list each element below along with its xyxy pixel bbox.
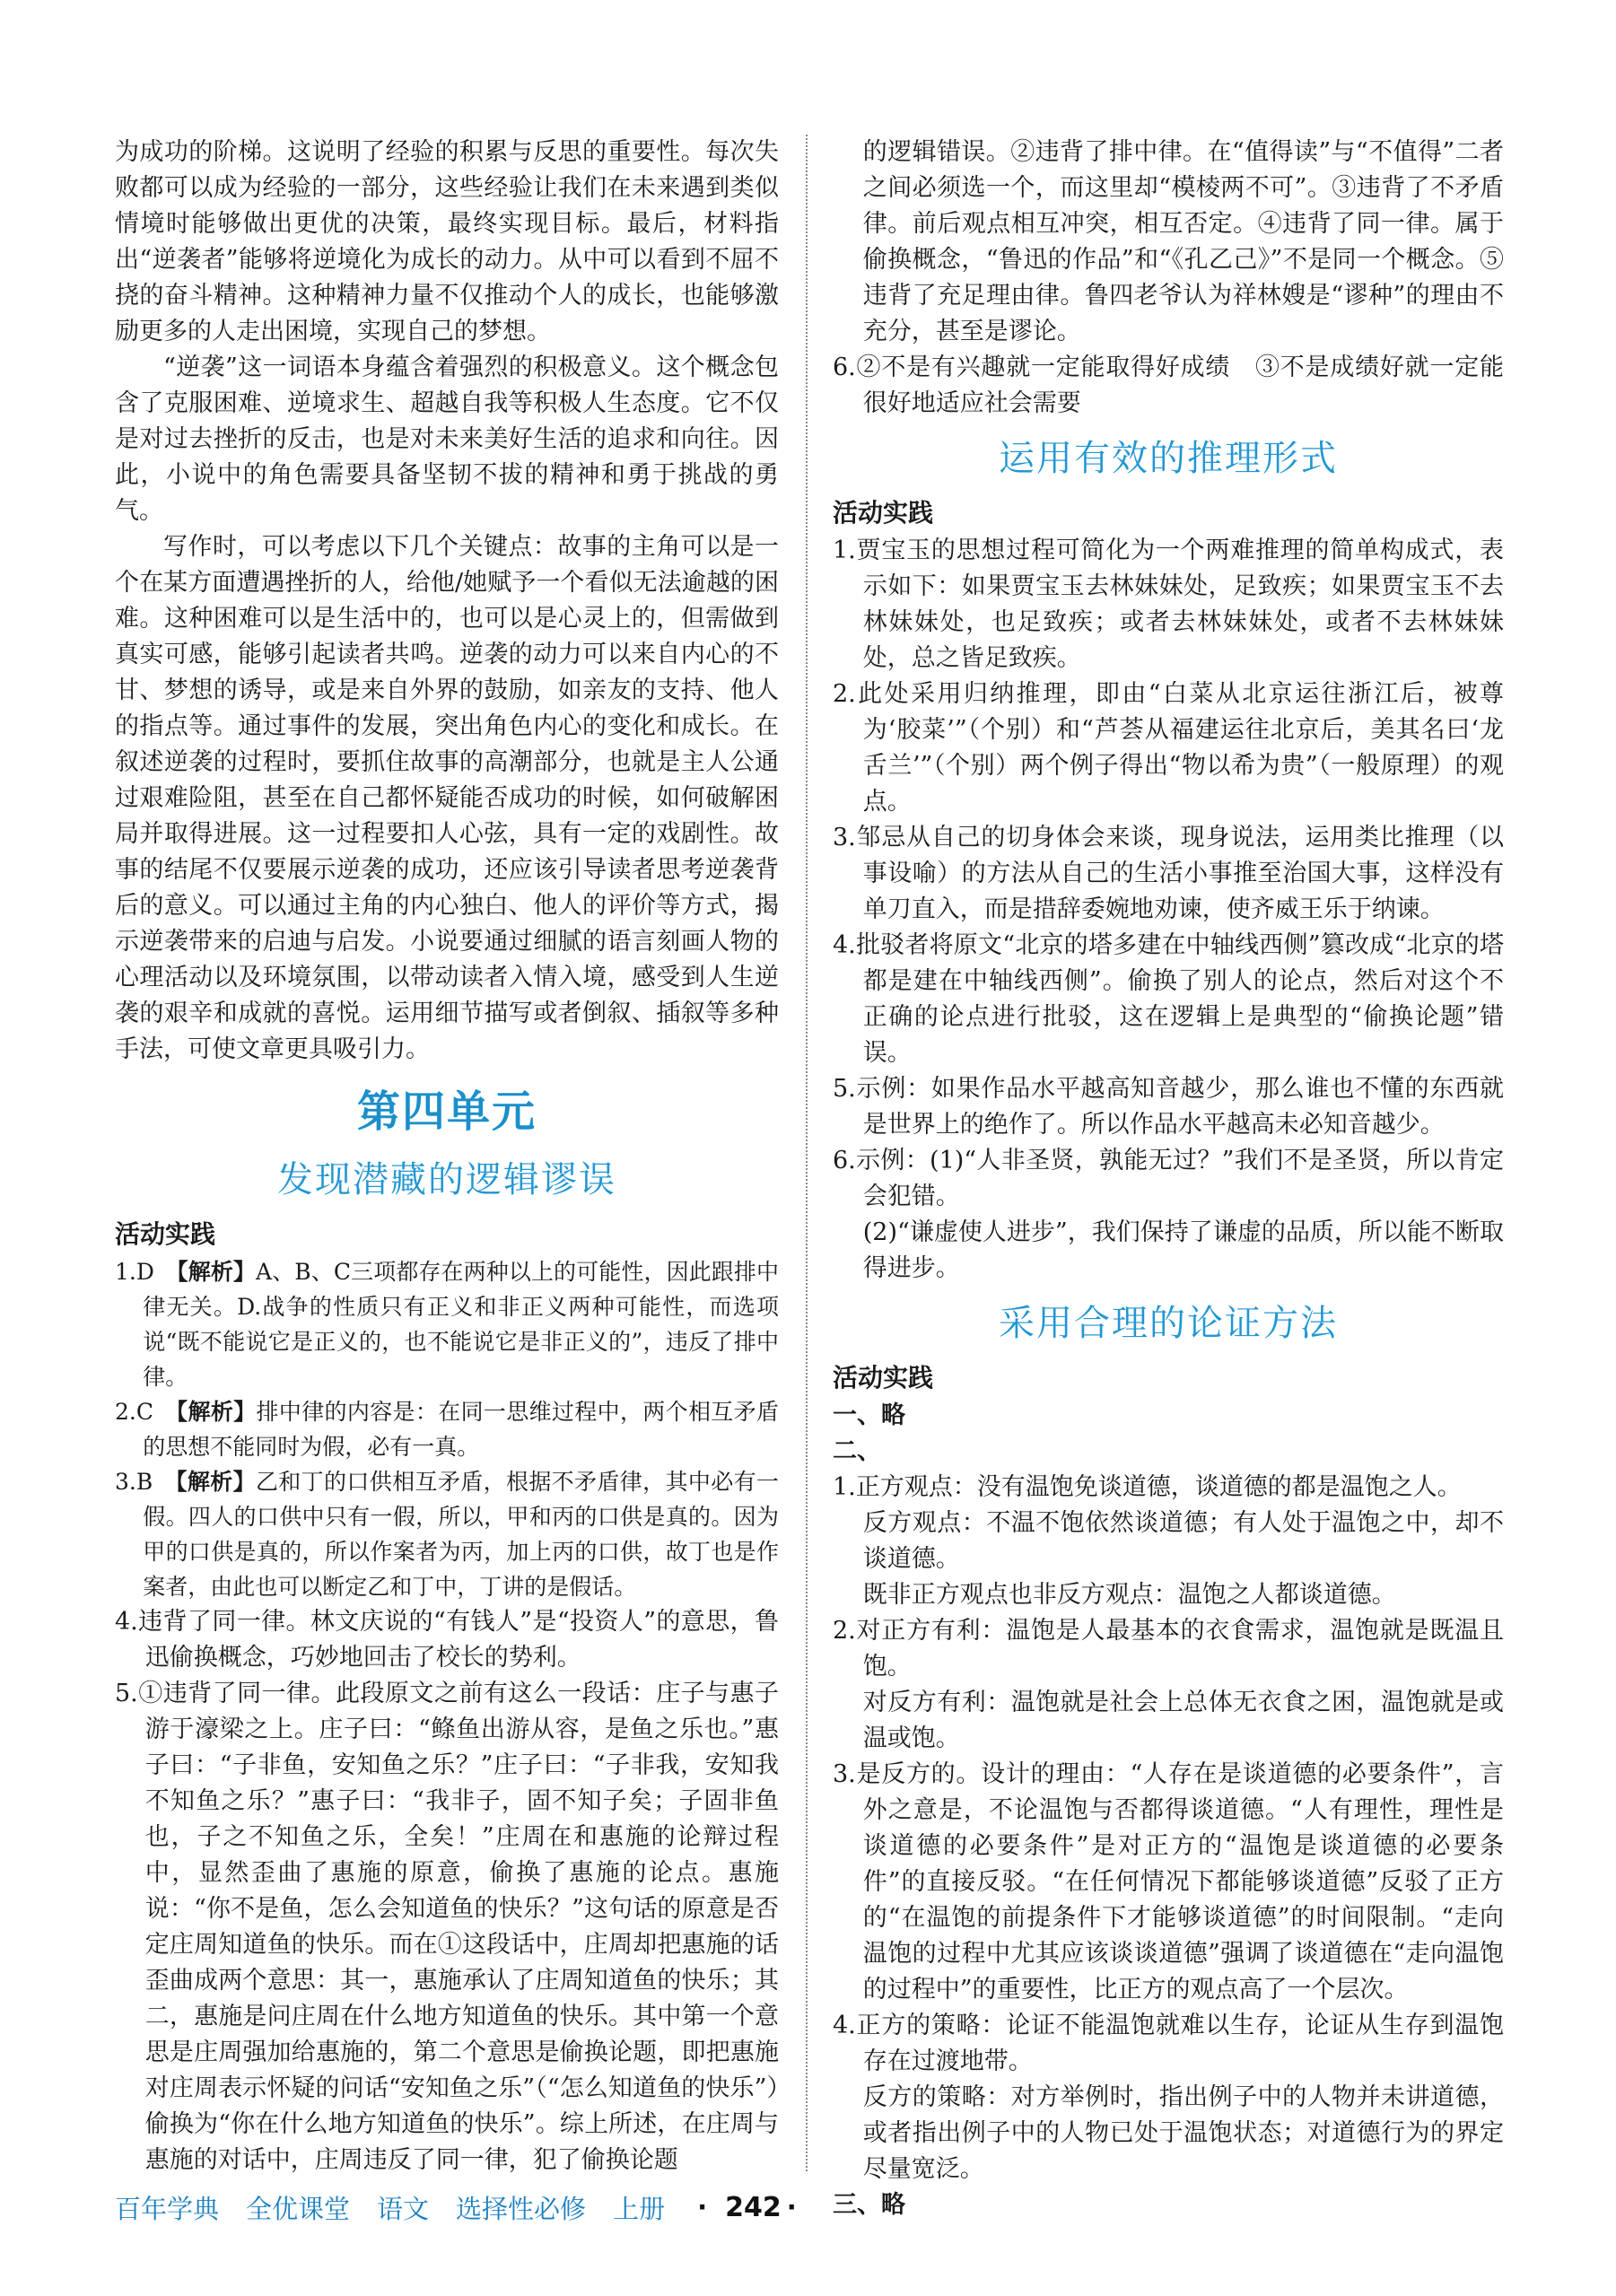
column-divider bbox=[806, 135, 808, 2171]
footer-dot-right: · bbox=[786, 2192, 797, 2222]
part-three: 三、略 bbox=[833, 2191, 905, 2219]
answer-num: 3.B bbox=[115, 1469, 153, 1495]
answer-item-3 bbox=[115, 1464, 779, 1604]
argument-item-3: 3.是反方的。设计的理由：“人存在是谈道德的必要条件”，言外之意是，不论温饱与否都得谈道德。“人有理性，理性是谈道德的必要条件”是对正方的“温饱是谈道德的必要条件”的直接反驳。“在任何情况下都能够谈道德”反驳了正方的“在温饱的前提条件下才能够谈道德”的时间限制。“走向温饱的过程中尤其应该谈谈道德”强调了谈道德在“走向温饱的过程中”的重要性，比正方的观点高了一个层次。 bbox=[833, 1760, 1504, 2004]
argument-item-2-opposing: 对反方有利：温饱就是社会上总体无衣食之困，温饱就是或温或饱。 bbox=[862, 1689, 1504, 1752]
reasoning-item-6: 6.示例：(1)“人非圣贤，孰能无过？”我们不是圣贤，所以肯定会犯错。 bbox=[833, 1147, 1504, 1210]
argument-item-2: 2.对正方有利：温饱是人最基本的衣食需求，温饱就是既温且饱。 bbox=[833, 1617, 1504, 1681]
answer-text: A、B、C三项都存在两种以上的可能性，因此跟排中律无关。D.战争的性质只有正义和非正义两种可能性，而选项说“既不能说它是正义的，也不能说它是非正义的”，违反了排中律。 bbox=[143, 1259, 779, 1390]
footer-course: 选择性必修 bbox=[456, 2193, 587, 2224]
answer-item-2 bbox=[115, 1394, 779, 1464]
analysis-tag: 【解析】 bbox=[177, 1259, 257, 1285]
page-footer bbox=[115, 2187, 922, 2227]
activity-heading: 活动实践 bbox=[833, 1363, 934, 1392]
section-title-logical-fallacies: 发现潜藏的逻辑谬误 bbox=[277, 1159, 616, 1200]
essay-paragraph-3: 写作时，可以考虑以下几个关键点：故事的主角可以是一个在某方面遭遇挫折的人，给他/她赋予一个看似无法逾越的困难。这种困难可以是生活中的，也可以是心灵上的，但需做到真实可感，能够引起读者共鸣。逆袭的动力可以来自内心的不甘、梦想的诱导，或是来自外界的鼓励，如亲友的支持、他人的指点等。通过事件的发展，突出角色内心的变化和成长。在叙述逆袭的过程时，要抓住故事的高潮部分，也就是主人公通过艰难险阻，甚至在自己都怀疑能否成功的时候，如何破解困局并取得进展。这一过程要扣人心弦，具有一定的戏剧性。故事的结尾不仅要展示逆袭的成功，还应该引导读者思考逆袭背后的意义。可以通过主角的内心独白、他人的评价等方式，揭示逆袭带来的启迪与启发。小说要通过细腻的语言刻画人物的心理活动以及环境氛围，以带动读者入情入境，感受到人生逆袭的艰辛和成就的喜悦。运用细节描写或者倒叙、插叙等多种手法，可使文章更具吸引力。 bbox=[115, 533, 779, 1063]
essay-paragraph-2: “逆袭”这一词语本身蕴含着强烈的积极意义。这个概念包含了克服困难、逆境求生、超越自我等积极人生态度。它不仅是对过去挫折的反击，也是对未来美好生活的追求和向往。因此，小说中的角色需要具备坚韧不拔的精神和勇于挑战的勇气。 bbox=[115, 354, 779, 525]
answer-item-1 bbox=[115, 1254, 779, 1394]
footer-dot-left: · bbox=[697, 2192, 708, 2222]
unit-title: 第四单元 bbox=[356, 1087, 537, 1137]
reasoning-item-6-continued: (2)“谦虚使人进步”，我们保持了谦虚的品质，所以能不断取得进步。 bbox=[862, 1218, 1504, 1282]
answer-text: 乙和丁的口供相互矛盾，根据不矛盾律，其中必有一假。四人的口供中只有一假，所以，甲和丙的口供是真的。因为甲的口供是真的，所以作案者为丙，加上丙的口供，故丁也是作案者，由此也可以断定乙和丁中，丁讲的是假话。 bbox=[143, 1469, 779, 1600]
answer-item-5: 5.①违背了同一律。此段原文之前有这么一段话：庄子与惠子游于濠梁之上。庄子曰：“鲦鱼出游从容，是鱼之乐也。”惠子曰：“子非鱼，安知鱼之乐？”庄子曰：“子非我，安知我不知鱼之乐？”惠子曰：“我非子，固不知子矣；子固非鱼也，子之不知鱼之乐，全矣！”庄周在和惠施的论辩过程中，显然歪曲了惠施的原意，偷换了惠施的论点。惠施说：“你不是鱼，怎么会知道鱼的快乐？”这句话的原意是否定庄周知道鱼的快乐。而在①这段话中，庄周却把惠施的话歪曲成两个意思：其一，惠施承认了庄周知道鱼的快乐；其二，惠施是问庄周在什么地方知道鱼的快乐。其中第一个意思是庄周强加给惠施的，第二个意思是偷换论题，即把惠施对庄周表示怀疑的问话“安知鱼之乐”（“怎么知道鱼的快乐”）偷换为“你在什么地方知道鱼的快乐”。综上所述，在庄周与惠施的对话中，庄周违反了同一律，犯了偷换论题 bbox=[115, 1680, 779, 2174]
essay-paragraph-1: 为成功的阶梯。这说明了经验的积累与反思的重要性。每次失败都可以成为经验的一部分，这些经验让我们在未来遇到类似情境时能够做出更优的决策，最终实现目标。最后，材料指出“逆袭者”能够将逆境化为成长的动力。从中可以看到不屈不挠的奋斗精神。这种精神力量不仅推动个人的成长，也能够激励更多的人走出困境，实现自己的梦想。 bbox=[115, 138, 779, 345]
footer-series: 全优课堂 bbox=[246, 2193, 351, 2224]
answer-num: 2.C bbox=[115, 1399, 153, 1425]
footer-volume: 上册 bbox=[613, 2193, 666, 2224]
right-column bbox=[833, 135, 1504, 2223]
footer-subject: 语文 bbox=[377, 2193, 430, 2224]
reasoning-item-2: 2.此处采用归纳推理，即由“白菜从北京运往浙江后，被尊为‘胶菜’”（个别）和“芦荟从福建运往北京后，美其名曰‘龙舌兰’”（个别）两个例子得出“物以希为贵”（一般原理）的观点。 bbox=[833, 680, 1504, 816]
argument-item-4-opposing: 反方的策略：对方举例时，指出例子中的人物并未讲道德，或者指出例子中的人物已处于温饱状态；对道德行为的界定尽量宽泛。 bbox=[862, 2083, 1504, 2183]
section-title-argument-methods: 采用合理的论证方法 bbox=[999, 1303, 1338, 1344]
reasoning-item-1: 1.贾宝玉的思想过程可简化为一个两难推理的简单构成式，表示如下：如果贾宝玉去林妹妹处，足致疾；如果贾宝玉不去林妹妹处，也足致疾；或者去林妹妹处，或者不去林妹妹处，总之皆足致疾。 bbox=[833, 537, 1504, 672]
analysis-tag: 【解析】 bbox=[176, 1399, 257, 1425]
reasoning-item-4: 4.批驳者将原文“北京的塔多建在中轴线西侧”篡改成“北京的塔都是建在中轴线西侧”。偷换了别人的论点，然后对这个不正确的论点进行批驳，这在逻辑上是典型的“偷换论题”错误。 bbox=[833, 931, 1504, 1067]
argument-item-4: 4.正方的策略：论证不能温饱就难以生存，论证从生存到温饱存在过渡地带。 bbox=[833, 2012, 1504, 2075]
answer-item-4: 4.违背了同一律。林文庆说的“有钱人”是“投资人”的意思，鲁迅偷换概念，巧妙地回击了校长的势利。 bbox=[115, 1608, 779, 1672]
footer-brand: 百年学典 bbox=[115, 2193, 220, 2224]
argument-item-1: 1.正方观点：没有温饱免谈道德，谈道德的都是温饱之人。 bbox=[833, 1473, 1462, 1501]
part-two: 二、 bbox=[833, 1437, 881, 1465]
reasoning-item-5: 5.示例：如果作品水平越高知音越少，那么谁也不懂的东西就是世界上的绝作了。所以作品水平越高未必知音越少。 bbox=[833, 1075, 1504, 1139]
answer-num: 1.D bbox=[115, 1259, 154, 1285]
page-number: 242 bbox=[725, 2191, 782, 2223]
activity-heading: 活动实践 bbox=[833, 498, 934, 528]
answer-item-5-continued: 的逻辑错误。②违背了排中律。在“值得读”与“不值得”二者之间必须选一个，而这里却“模棱两不可”。③违背了不矛盾律。前后观点相互冲突，相互否定。④违背了同一律。属于偷换概念，“鲁迅的作品”和“《孔乙己》”不是同一个概念。⑤违背了充足理由律。鲁四老爷认为祥林嫂是“谬种”的理由不充分，甚至是谬论。 bbox=[862, 138, 1504, 345]
argument-item-1-neither: 既非正方观点也非反方观点：温饱之人都谈道德。 bbox=[862, 1581, 1396, 1609]
section-title-reasoning-forms: 运用有效的推理形式 bbox=[999, 438, 1338, 479]
answer-item-6: 6.②不是有兴趣就一定能取得好成绩 ③不是成绩好就一定能很好地适应社会需要 bbox=[833, 354, 1504, 417]
reasoning-item-3: 3.邹忌从自己的切身体会来谈，现身说法，运用类比推理（以事设喻）的方法从自己的生活小事推至治国大事，这样没有单刀直入，而是措辞委婉地劝谏，使齐威王乐于纳谏。 bbox=[833, 824, 1504, 923]
part-one: 一、略 bbox=[833, 1401, 905, 1429]
analysis-tag: 【解析】 bbox=[175, 1469, 256, 1495]
answer-text: 排中律的内容是：在同一思维过程中，两个相互矛盾的思想不能同时为假，必有一真。 bbox=[143, 1399, 779, 1460]
activity-heading: 活动实践 bbox=[115, 1219, 216, 1249]
argument-item-1-opposing: 反方观点：不温不饱依然谈道德；有人处于温饱之中，却不谈道德。 bbox=[862, 1509, 1504, 1573]
left-column bbox=[115, 135, 779, 2178]
